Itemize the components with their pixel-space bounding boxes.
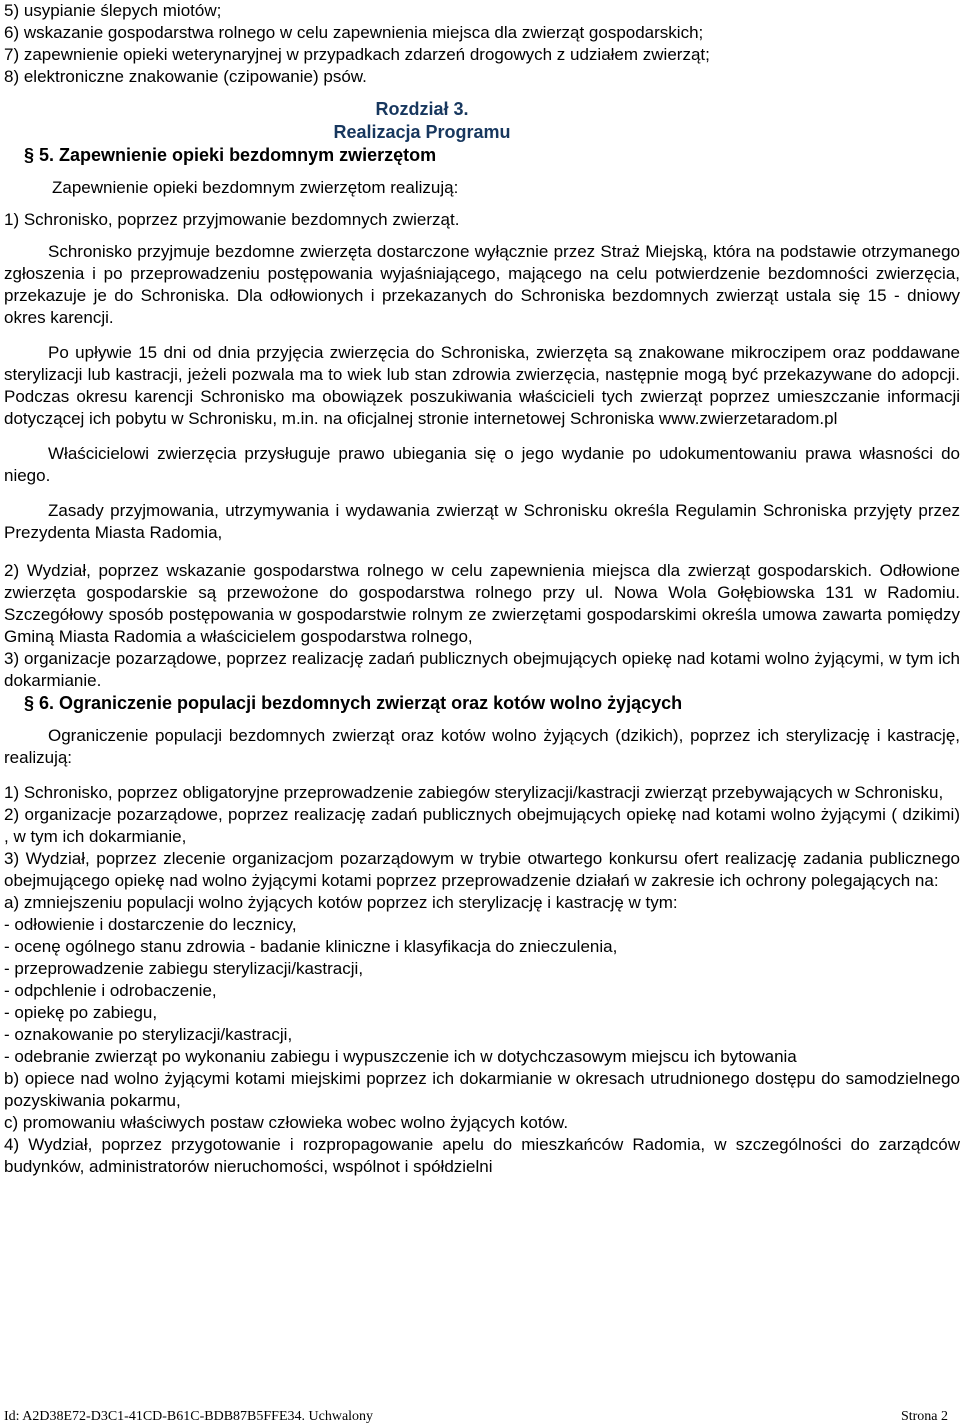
list-item: - oznakowanie po sterylizacji/kastracji,	[4, 1025, 293, 1044]
page-number: Strona 2	[900, 1409, 948, 1424]
list-item: 2) organizacje pozarządowe, poprzez realizację zadań publicznych obejmujących opiekę nad kotami wolno żyjącymi ( dzikimi) , w tym ich dokarmianie,	[4, 805, 960, 846]
list-item: 7) zapewnienie opieki weterynaryjnej w przypadkach zdarzeń drogowych z udziałem zwierząt;	[4, 45, 710, 64]
list-item: - odebranie zwierząt po wykonaniu zabiegu i wypuszczenie ich w dotychczasowym miejscu ich bytowania	[4, 1047, 797, 1066]
chapter-subtitle: Realizacja Programu	[333, 122, 511, 142]
list-item: - opiekę po zabiegu,	[4, 1003, 158, 1022]
list-item: 1) Schronisko, poprzez przyjmowanie bezdomnych zwierząt.	[4, 210, 460, 229]
list-item: 4) Wydział, poprzez przygotowanie i rozpropagowanie apelu do mieszkańców Radomia, w szczególności do zarządców budynków, administratorów nieruchomości, wspólnot i spółdzielni	[4, 1135, 960, 1176]
list-item: b) opiece nad wolno żyjącymi kotami miejskimi poprzez ich dokarmianie w okresach utrudnionego dostępu do samodzielnego pozyskiwania pokarmu,	[4, 1069, 960, 1110]
document-body	[4, 0, 960, 1178]
paragraph: Po upływie 15 dni od dnia przyjęcia zwierzęcia do Schroniska, zwierzęta są znakowane mikroczipem oraz poddawane sterylizacji lub kastracji, jeżeli pozwala ma to wiek lub stan zdrowia zwierzęcia, następnie mogą być przekazywane do adopcji. Podczas okresu karencji Schronisko ma obowiązek poszukiwania właścicieli tych zwierząt poprzez umieszczanie informacji dotyczącej ich pobytu w Schronisku, m.in. na oficjalnej stronie internetowej Schroniska www.zwierzetaradom.pl	[4, 343, 960, 428]
section-intro: Ograniczenie populacji bezdomnych zwierząt oraz kotów wolno żyjących (dzikich), poprzez ich sterylizację i kastrację, realizują:	[4, 726, 960, 767]
list-item: - ocenę ogólnego stanu zdrowia - badanie kliniczne i klasyfikacja do znieczulenia,	[4, 937, 618, 956]
page-footer	[4, 1408, 948, 1426]
document-id: Id: A2D38E72-D3C1-41CD-B61C-BDB87B5FFE34. Uchwalony	[4, 1409, 374, 1424]
paragraph: Właścicielowi zwierzęcia przysługuje prawo ubiegania się o jego wydanie po udokumentowaniu prawa własności do niego.	[4, 444, 960, 485]
list-item: - odpchlenie i odrobaczenie,	[4, 981, 217, 1000]
section-heading: § 6. Ograniczenie populacji bezdomnych zwierząt oraz kotów wolno żyjących	[24, 693, 683, 713]
list-item: - odłowienie i dostarczenie do lecznicy,	[4, 915, 297, 934]
section-heading: § 5. Zapewnienie opieki bezdomnym zwierzętom	[24, 145, 437, 165]
list-item: 6) wskazanie gospodarstwa rolnego w celu zapewnienia miejsca dla zwierząt gospodarskich;	[4, 23, 704, 42]
section-intro: Zapewnienie opieki bezdomnym zwierzętom realizują:	[52, 178, 459, 197]
list-item: 3) Wydział, poprzez zlecenie organizacjom pozarządowym w trybie otwartego konkursu ofert realizację zadania publicznego obejmującego opiekę nad wolno żyjącymi kotami poprzez przeprowadzenie działań w zakresie ich ochrony polegających na:	[4, 849, 960, 890]
list-item: 5) usypianie ślepych miotów;	[4, 1, 222, 20]
list-item: 1) Schronisko, poprzez obligatoryjne przeprowadzenie zabiegów sterylizacji/kastracji zwierząt przebywających w Schronisku,	[4, 783, 944, 802]
paragraph: Zasady przyjmowania, utrzymywania i wydawania zwierząt w Schronisku określa Regulamin Schroniska przyjęty przez Prezydenta Miasta Radomia,	[4, 501, 960, 542]
chapter-title: Rozdział 3.	[375, 99, 469, 119]
paragraph: Schronisko przyjmuje bezdomne zwierzęta dostarczone wyłącznie przez Straż Miejską, która na podstawie otrzymanego zgłoszenia i po przeprowadzeniu postępowania wyjaśniającego, mającego na celu potwierdzenie bezdomności zwierzęcia, przekazuje je do Schroniska. Dla odłowionych i przekazanych do Schroniska bezdomnych zwierząt ustala się 15 - dniowy okres karencji.	[4, 242, 960, 327]
list-item: - przeprowadzenie zabiegu sterylizacji/kastracji,	[4, 959, 364, 978]
list-item: c) promowaniu właściwych postaw człowieka wobec wolno żyjących kotów.	[4, 1113, 569, 1132]
list-item: 3) organizacje pozarządowe, poprzez realizację zadań publicznych obejmujących opiekę nad kotami wolno żyjącymi, w tym ich dokarmianie.	[4, 649, 960, 690]
list-item: a) zmniejszeniu populacji wolno żyjących kotów poprzez ich sterylizację i kastrację w tym:	[4, 893, 678, 912]
list-item: 8) elektroniczne znakowanie (czipowanie) psów.	[4, 67, 367, 86]
list-item: 2) Wydział, poprzez wskazanie gospodarstwa rolnego w celu zapewnienia miejsca dla zwierząt gospodarskich. Odłowione zwierzęta gospodarskie są przewożone do gospodarstwa rolnego przy ul. Nowa Wola Gołębiowska 131 w Radomiu. Szczegółowy sposób postępowania w gospodarstwie rolnym ze zwierzętami gospodarskimi określa umowa zawarta pomiędzy Gminą Miasta Radomia a właścicielem gospodarstwa rolnego,	[4, 561, 960, 646]
